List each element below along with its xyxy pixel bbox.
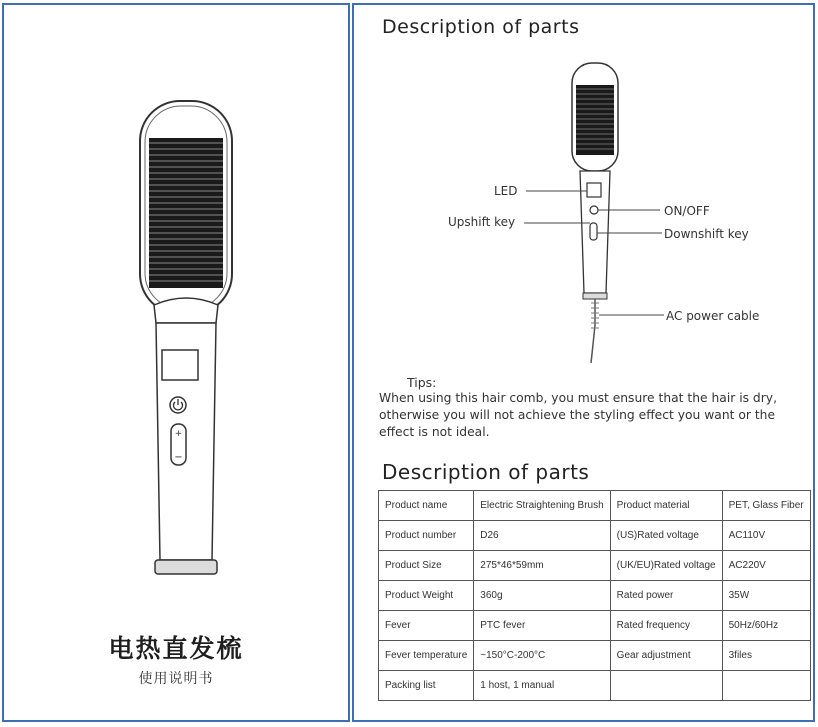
- table-row: [379, 611, 811, 641]
- table-row: [379, 551, 811, 581]
- manual-subtitle-cn: 使用说明书: [138, 671, 214, 687]
- table-row: [379, 641, 811, 671]
- table-cell: (UK/EU)Rated voltage: [610, 551, 722, 581]
- table-cell: Rated frequency: [610, 611, 722, 641]
- table-cell: Product number: [379, 521, 474, 551]
- table-cell: Rated power: [610, 581, 722, 611]
- callout-on-off: ON/OFF: [664, 204, 710, 218]
- callout-led: LED: [494, 184, 518, 198]
- table-cell: Product name: [379, 491, 474, 521]
- table-cell: 1 host, 1 manual: [474, 671, 610, 701]
- diagram-title: Description of parts: [382, 16, 580, 38]
- table-cell: 35W: [722, 581, 810, 611]
- table-cell: Fever: [379, 611, 474, 641]
- callout-downshift-key: Downshift key: [664, 227, 749, 241]
- table-cell: 50Hz/60Hz: [722, 611, 810, 641]
- tips-label: Tips:: [407, 375, 437, 390]
- table-cell: Fever temperature: [379, 641, 474, 671]
- specs-title: Description of parts: [382, 460, 590, 484]
- table-cell: Product material: [610, 491, 722, 521]
- table-cell: AC220V: [722, 551, 810, 581]
- table-cell: Product Size: [379, 551, 474, 581]
- led-screen: [162, 350, 198, 380]
- table-cell: Gear adjustment: [610, 641, 722, 671]
- svg-text:+: +: [174, 429, 183, 439]
- cover-panel: [2, 3, 350, 722]
- table-cell: 3files: [722, 641, 810, 671]
- straightening-brush-illustration: [4, 5, 348, 605]
- table-row: [379, 581, 811, 611]
- table-cell: 275*46*59mm: [474, 551, 610, 581]
- svg-text:−: −: [174, 452, 183, 463]
- table-cell: [722, 671, 810, 701]
- parts-diagram: [354, 5, 813, 385]
- table-cell: [610, 671, 722, 701]
- table-cell: Packing list: [379, 671, 474, 701]
- table-cell: 360g: [474, 581, 610, 611]
- table-cell: ~150°C-200°C: [474, 641, 610, 671]
- parts-panel: [352, 3, 815, 722]
- table-row: [379, 671, 811, 701]
- table-row: [379, 521, 811, 551]
- specs-table: [378, 490, 811, 701]
- table-cell: PTC fever: [474, 611, 610, 641]
- callout-ac-power-cable: AC power cable: [666, 309, 760, 323]
- table-cell: Electric Straightening Brush: [474, 491, 610, 521]
- table-cell: Product Weight: [379, 581, 474, 611]
- bristle-rows: [149, 138, 223, 288]
- table-cell: AC110V: [722, 521, 810, 551]
- table-cell: PET, Glass Fiber: [722, 491, 810, 521]
- tips-text: When using this hair comb, you must ensure that the hair is dry, otherwise you will not achieve the styling effect you want or the effect is not ideal.: [379, 391, 777, 439]
- table-row: [379, 491, 811, 521]
- product-title-cn: 电热直发梳: [108, 634, 244, 663]
- callout-upshift-key: Upshift key: [448, 215, 516, 229]
- table-cell: D26: [474, 521, 610, 551]
- table-cell: (US)Rated voltage: [610, 521, 722, 551]
